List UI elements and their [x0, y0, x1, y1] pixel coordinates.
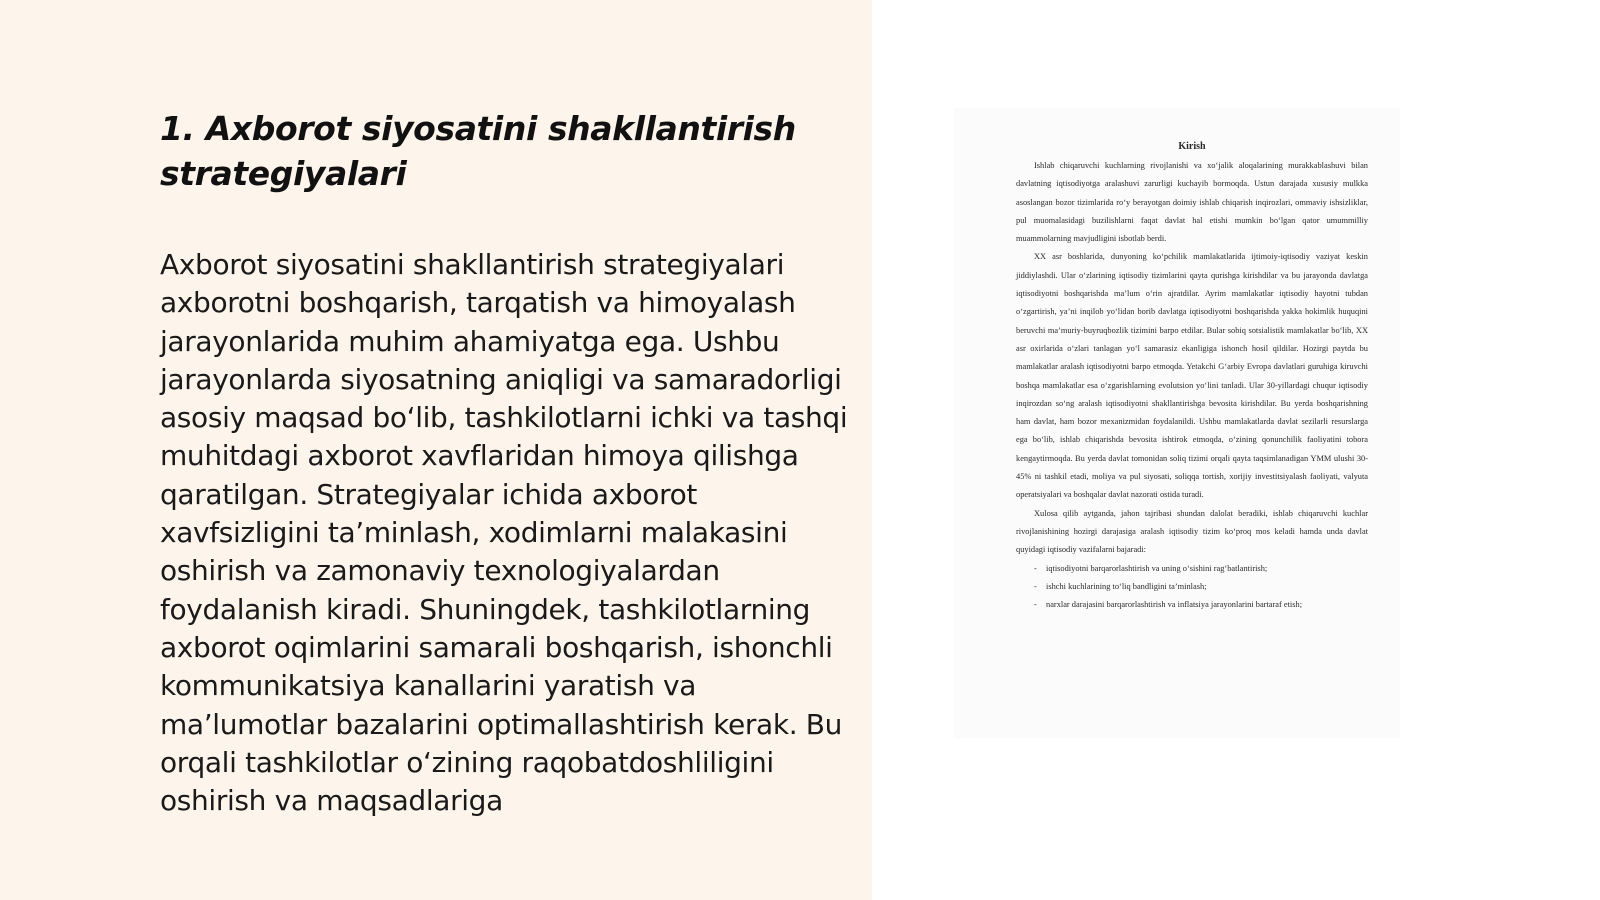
- document-list-item-text: iqtisodiyotni barqarorlashtirish va uning o‘sishini rag‘batlantirish;: [1046, 563, 1268, 573]
- list-dash-marker: -: [1034, 600, 1037, 610]
- document-title: Kirish: [1178, 141, 1206, 152]
- document-paragraph: XX asr boshlarida, dunyoning ko‘pchilik mamlakatlarida ijtimoiy-iqtisodiy vaziyat keskin jiddiylashdi. Ular o‘zlarining iqtisodiy tizimlarini qayta qurishga kirishdilar va bu jarayonda davlatga iqtisodiyotni boshqarishda ma’lum o‘rin ajratdilar. Ayrim mamlakatlar iqtisodiy hayotni tubdan o‘zgartirish, ya’ni inqilob yo‘lidan borib davlatga iqtisodiyotni boshqarishda yakka hokimlik huquqini beruvchi ma’muriy-buyruqbozlik tizimini barpo etdilar. Bular sobiq sotsialistik mamlakatlar bo‘lib, XX asr oxirlarida o‘zlari tanlagan yo‘l samarasiz ekanligiga ishonch hosil qildilar. Hozirgi paytda bu mamlakatlar aralash iqtisodiyotni barpo etmoqda. Yetakchi G‘arbiy Evropa davlatlari guruhiga kiruvchi boshqa mamlakatlar esa o‘zgarishlarning evolutsion yo‘lini tanladi. Ular 30-yillardagi chuqur iqtisodiy inqirozdan so‘ng aralash iqtisodiyotni shakllantirishga bevosita kirishdilar. Bu yerda boshqarishning ham davlat, ham bozor mexanizmidan foydalanildi. Ushbu mamlakatlarda davlat sezilarli resurslarga ega bo‘lib, ishlab chiqarishda bevosita ishtirok etmoqda, o‘zining qonunchilik faoliyatini tobora kengaytirmoqda. Bu yerda davlat tomonidan soliq tizimi orqali qayta taqsimlanadigan YMM ulushi 30-45% ni tashkil etadi, moliya va pul siyosati, soliqqa tortish, xorijiy investitsiyalash faoliyati, valyuta operatsiyalari va boshqalar davlat nazorati ostida turadi.: [1016, 252, 1368, 500]
- document-paragraph: Ishlab chiqaruvchi kuchlarning rivojlanishi va xo‘jalik aloqalarining murakkablashuvi bilan davlatning iqtisodiyotga aralashuvi zarurligi kuchayib bormoqda. Ustun darajada xususiy mulkka asoslangan bozor tizimlarida ro‘y berayotgan doimiy ishlab chiqarish inqirozlari, ommaviy ishsizliklar, pul muomalasidagi buzilishlarni faqat davlat hal etishi mumkin bo‘lgan qator umummilliy muammolarning mavjudligini isbotlab berdi.: [1016, 161, 1368, 244]
- slide-heading: 1. Axborot siyosatini shakllantirish strategiyalari: [160, 109, 796, 193]
- document-list-item: [1016, 596, 1368, 614]
- document-paragraph: Xulosa qilib aytganda, jahon tajribasi shundan dalolat beradiki, ishlab chiqaruvchi kuchlar rivojlanishining hozirgi darajasiga aralash iqtisodiy tizim ko‘proq mos keladi hamda unda davlat quyidagi iqtisodiy vazifalarni bajaradi:: [1016, 508, 1368, 555]
- document-list-item: [1016, 578, 1368, 596]
- document-list: [1016, 560, 1368, 615]
- slide-body-text: Axborot siyosatini shakllantirish strategiyalari axborotni boshqarish, tarqatish va himoyalash jarayonlarida muhim ahamiyatga ega. Ushbu jarayonlarda siyosatning aniqligi va samaradorligi asosiy maqsad bo‘lib, tashkilotlarni ichki va tashqi muhitdagi axborot xavflaridan himoya qilishga qaratilgan. Strategiyalar ichida axborot xavfsizligini ta’minlash, xodimlarni malakasini oshirish va zamonaviy texnologiyalardan foydalanish kiradi. Shuningdek, tashkilotlarning axborot oqimlarini samarali boshqarish, ishonchli kommunikatsiya kanallarini yaratish va ma’lumotlar bazalarini optimallashtirish kerak. Bu orqali tashkilotlar o‘zining raqobatdoshliligini oshirish va maqsadlariga: [160, 248, 848, 818]
- list-dash-marker: -: [1034, 563, 1037, 573]
- list-dash-marker: -: [1034, 581, 1037, 591]
- document-list-item: [1016, 560, 1368, 578]
- document-list-item-text: ishchi kuchlarining to‘liq bandligini ta’minlash;: [1046, 581, 1207, 591]
- document-list-item-text: narxlar darajasini barqarorlashtirish va inflatsiya jarayonlarini bartaraf etish;: [1046, 600, 1303, 610]
- document-page-image: [954, 108, 1400, 738]
